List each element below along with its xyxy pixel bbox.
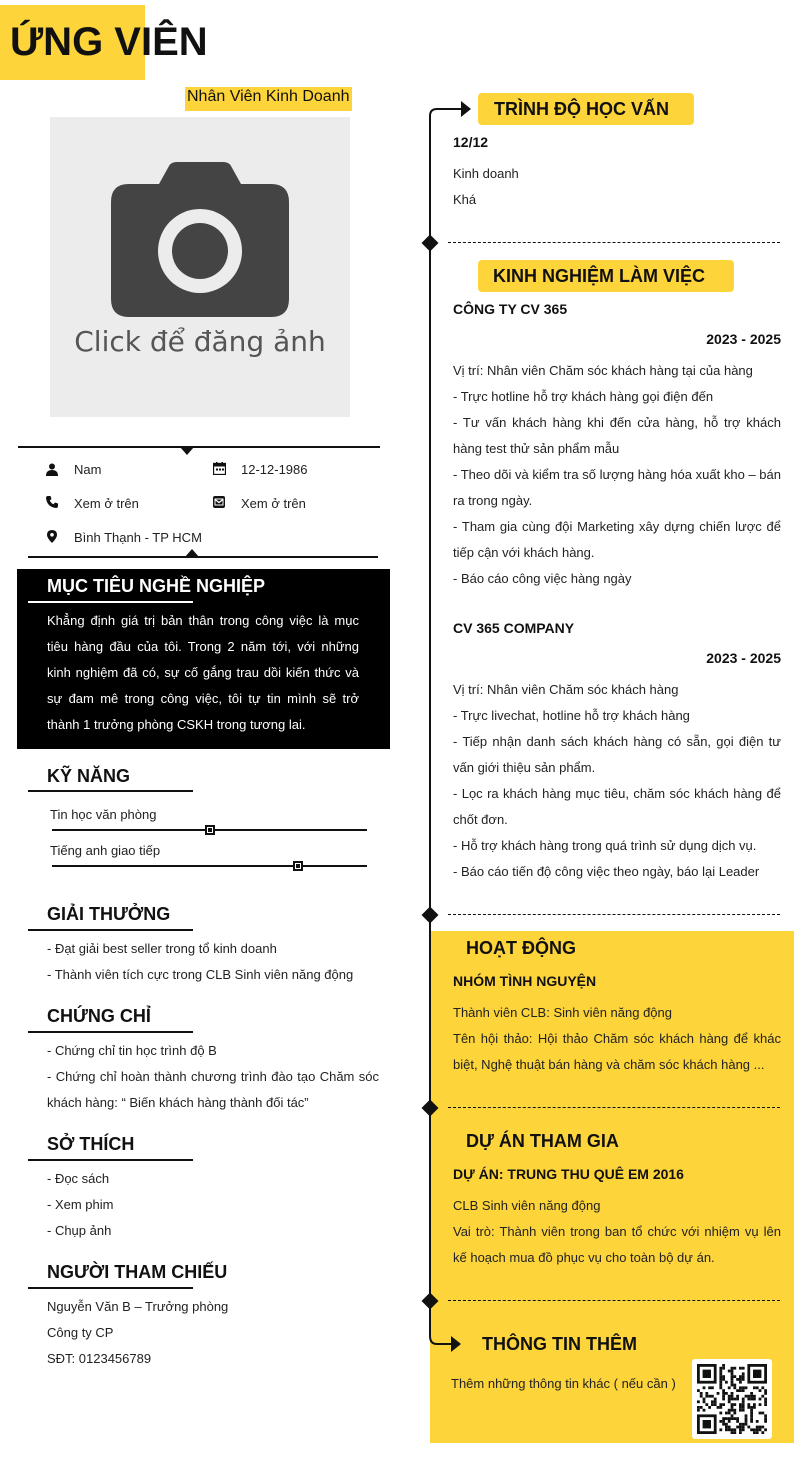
activities-title: HOẠT ĐỘNG (466, 938, 576, 958)
skill-label: Tin học văn phòng (50, 807, 157, 822)
job-line: - Trực livechat, hotline hỗ trợ khách hàng (453, 708, 690, 723)
birthday-value: 12-12-1986 (241, 462, 308, 477)
job-line: Vị trí: Nhân viên Chăm sóc khách hàng tại của hàng (453, 363, 753, 378)
timeline-line (429, 118, 431, 1328)
job-line: - Báo cáo công việc hàng ngày (453, 571, 632, 586)
camera-icon (111, 162, 289, 317)
job-period[interactable]: 2023 - 2025 (706, 331, 781, 347)
candidate-name[interactable]: ỨNG VIÊN (10, 20, 208, 64)
experience-title: KINH NGHIỆM LÀM VIỆC (493, 266, 706, 286)
arrow-right-icon (428, 98, 474, 122)
references-title: NGƯỜI THAM CHIẾU (47, 1262, 228, 1282)
projects-title: DỰ ÁN THAM GIA (466, 1131, 619, 1151)
timeline-node (422, 235, 439, 252)
phone-icon (45, 495, 59, 509)
hobby-item: - Đọc sách (47, 1171, 110, 1186)
phone-value: Xem ở trên (74, 496, 139, 511)
hobby-item: - Chụp ảnh (47, 1223, 112, 1238)
arrow-right-icon (428, 1318, 464, 1358)
objective-underline (28, 601, 193, 603)
project-name[interactable]: DỰ ÁN: TRUNG THU QUÊ EM 2016 (453, 1166, 684, 1182)
activity-line: Tên hội thảo: Hội thảo Chăm sóc khách hàng để khác biệt, Nghệ thuật bán hàng và chăm sóc khách hàng ... (453, 1031, 781, 1072)
skill-level-handle[interactable] (293, 861, 303, 871)
job-line: Vị trí: Nhân viên Chăm sóc khách hàng (453, 682, 679, 697)
more-info-text[interactable]: Thêm những thông tin khác ( nếu cần ) (451, 1376, 676, 1391)
map-pin-icon (45, 529, 59, 543)
hobby-item: - Xem phim (47, 1197, 114, 1212)
awards-title: GIẢI THƯỞNG (47, 904, 171, 924)
reference-item: Công ty CP (47, 1325, 114, 1340)
job-line: - Tham gia cùng đội Marketing xây dựng chiến lược để tiếp cận với khách hàng. (453, 519, 781, 560)
photo-caption: Click để đăng ảnh (74, 325, 326, 358)
certificate-item: - Chứng chỉ tin học trình độ B (47, 1043, 217, 1058)
more-info-title: THÔNG TIN THÊM (482, 1334, 637, 1354)
education-school[interactable]: 12/12 (453, 134, 489, 150)
project-line: Vai trò: Thành viên trong ban tổ chức với nhiệm vụ lên kế hoạch mua đồ phục vụ cho toàn bộ dự án. (453, 1224, 781, 1265)
timeline-node (422, 907, 439, 924)
education-title: TRÌNH ĐỘ HỌC VẤN (494, 99, 669, 119)
job-line: - Hỗ trợ khách hàng trong quá trình sử dụng dịch vụ. (453, 838, 757, 853)
certificates-underline (28, 1031, 193, 1033)
job-line: - Trực hotline hỗ trợ khách hàng gọi điện đến (453, 389, 714, 404)
award-item: - Thành viên tích cực trong CLB Sinh viên năng động (47, 967, 354, 982)
address-value: Bình Thạnh - TP HCM (74, 530, 202, 545)
education-major[interactable]: Kinh doanh (453, 166, 519, 181)
activity-org[interactable]: NHÓM TÌNH NGUYỆN (453, 973, 597, 989)
section-divider (448, 1300, 780, 1301)
job-line: - Tư vấn khách hàng khi đến cửa hàng, hỗ trợ khách hàng test thử sản phẩm mẫu (453, 415, 781, 456)
activity-line: Thành viên CLB: Sinh viên năng động (453, 1005, 672, 1020)
objective-title: MỤC TIÊU NGHỀ NGHIỆP (47, 576, 266, 596)
reference-item: SĐT: 0123456789 (47, 1351, 152, 1366)
objective-text[interactable]: Khẳng định giá trị bản thân trong công việc là mục tiêu hàng đầu của tôi. Trong 2 năm tới, với những kinh nghiệm đã có, sự cố gắng trau dồi kiến thức và sự đam mê trong công việc, tôi tự tin mình sẽ trở thành 1 trưởng phòng CSKH trong tương lai. (47, 613, 359, 732)
envelope-icon (212, 495, 226, 509)
email-value: Xem ở trên (241, 496, 306, 511)
calendar-icon (212, 461, 226, 475)
certificates-title: CHỨNG CHỈ (47, 1006, 151, 1026)
info-bottom-divider (28, 556, 378, 558)
job-period[interactable]: 2023 - 2025 (706, 650, 781, 666)
hobbies-underline (28, 1159, 193, 1161)
photo-upload[interactable] (50, 117, 350, 417)
project-line: CLB Sinh viên năng động (453, 1198, 601, 1213)
skill-bar (52, 865, 367, 867)
skill-label: Tiếng anh giao tiếp (50, 843, 161, 858)
company-name[interactable]: CV 365 COMPANY (453, 620, 575, 636)
divider-arrow-down (180, 447, 194, 455)
skills-title: KỸ NĂNG (47, 766, 131, 786)
education-grade[interactable]: Khá (453, 192, 477, 207)
company-name[interactable]: CÔNG TY CV 365 (453, 301, 568, 317)
skill-level-handle[interactable] (205, 825, 215, 835)
section-divider (448, 914, 780, 915)
qr-code-icon (692, 1359, 772, 1439)
certificate-item: - Chứng chỉ hoàn thành chương trình đào tạo Chăm sóc khách hàng: “ Biến khách hàng thành đối tác” (47, 1069, 379, 1110)
job-line: - Báo cáo tiến độ công việc theo ngày, báo lại Leader (453, 864, 760, 879)
job-line: - Lọc ra khách hàng mục tiêu, chăm sóc khách hàng để chốt đơn. (453, 786, 781, 827)
user-icon (45, 462, 59, 476)
section-divider (448, 242, 780, 243)
awards-underline (28, 929, 193, 931)
references-underline (28, 1287, 193, 1289)
job-line: - Tiếp nhận danh sách khách hàng có sẵn, gọi điện tư vấn giới thiệu sản phẩm. (453, 734, 781, 775)
reference-item: Nguyễn Văn B – Trưởng phòng (47, 1299, 229, 1314)
gender-value: Nam (74, 462, 102, 477)
hobbies-title: SỞ THÍCH (47, 1134, 135, 1154)
info-top-divider (18, 446, 380, 448)
job-title[interactable]: Nhân Viên Kinh Doanh (185, 87, 352, 111)
award-item: - Đạt giải best seller trong tổ kinh doanh (47, 941, 277, 956)
job-line: - Theo dõi và kiểm tra số lượng hàng hóa xuất kho – bán ra trong ngày. (453, 467, 781, 508)
skills-underline (28, 790, 193, 792)
section-divider (448, 1107, 780, 1108)
